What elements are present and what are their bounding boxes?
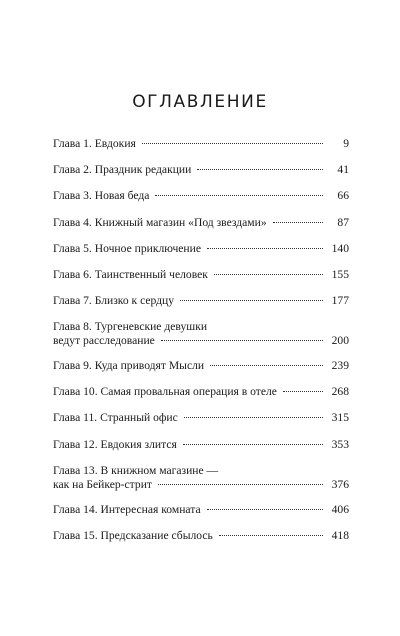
toc-entry-row (53, 503, 349, 517)
toc-entry-page-number: 41 (337, 163, 349, 177)
toc-entry (53, 503, 349, 517)
toc-entry-title: Глава 6. Таинственный человек (53, 267, 208, 281)
toc-entry (53, 385, 349, 399)
toc-entry-page-number: 268 (331, 385, 349, 399)
toc-entry-page-number: 418 (331, 528, 349, 542)
toc-entry-title: Глава 15. Предсказание сбылось (53, 528, 213, 542)
toc-entry-page-number: 376 (331, 477, 349, 491)
toc-entry-page-number: 239 (331, 359, 349, 373)
toc-entry-title: Глава 12. Евдокия злится (53, 437, 177, 451)
toc-entry-title: Глава 1. Евдокия (53, 137, 136, 150)
toc-entry-title: Глава 5. Ночное приключение (53, 241, 201, 255)
dot-leader (207, 248, 323, 249)
toc-entry-title: Глава 14. Интересная комната (53, 502, 201, 516)
dot-leader (184, 417, 323, 418)
toc-entry-page-number: 9 (343, 137, 349, 150)
dot-leader (161, 340, 323, 341)
toc-entry (53, 294, 349, 308)
toc-entry-row (53, 216, 349, 230)
toc-list (53, 137, 349, 555)
toc-entry (53, 268, 349, 282)
dot-leader (283, 391, 323, 392)
toc-entry-page-number: 406 (331, 502, 349, 516)
dot-leader (180, 300, 323, 301)
toc-entry-title: Глава 7. Близко к сердцу (53, 294, 175, 308)
toc-entry (53, 189, 349, 203)
toc-entry (53, 320, 349, 348)
toc-entry-row (53, 359, 349, 373)
toc-entry-title: ведут расследование (53, 334, 155, 348)
toc-entry-row (53, 189, 349, 203)
dot-leader (207, 509, 323, 510)
toc-entry-page-number: 200 (331, 334, 349, 348)
toc-entry (53, 163, 349, 177)
toc-entry-page-number: 66 (337, 189, 349, 203)
toc-entry (53, 137, 349, 151)
toc-entry-row (53, 163, 349, 177)
dot-leader (158, 484, 323, 485)
toc-entry (53, 438, 349, 452)
toc-entry-page-number: 353 (331, 437, 349, 451)
toc-entry-title: Глава 10. Самая провальная операция в отеле (53, 385, 277, 399)
toc-entry (53, 359, 349, 373)
dot-leader (183, 444, 323, 445)
toc-entry (53, 411, 349, 425)
toc-entry-row (53, 385, 349, 399)
toc-entry-page-number: 177 (331, 294, 349, 308)
toc-entry-row (53, 334, 349, 348)
toc-entry-page-number: 140 (331, 241, 349, 255)
toc-entry (53, 529, 349, 543)
dot-leader (273, 222, 323, 223)
toc-heading: ОГЛАВЛЕНИЕ (132, 92, 268, 112)
toc-entry-title: как на Бейкер-стрит (53, 477, 152, 491)
toc-entry (53, 464, 349, 492)
dot-leader (210, 365, 323, 366)
toc-entry-page-number: 315 (331, 411, 349, 425)
dot-leader (155, 195, 323, 196)
toc-entry-row (53, 242, 349, 256)
dot-leader (197, 169, 323, 170)
toc-entry-title-line: Глава 13. В книжном магазине — (53, 463, 219, 477)
toc-entry-title: Глава 4. Книжный магазин «Под звездами» (53, 215, 267, 229)
toc-entry-row (53, 478, 349, 492)
toc-entry-row (53, 294, 349, 308)
toc-entry-page-number: 87 (337, 215, 349, 229)
dot-leader (219, 535, 323, 536)
dot-leader (142, 143, 323, 144)
toc-entry (53, 242, 349, 256)
toc-entry-row (53, 268, 349, 282)
toc-entry-title: Глава 3. Новая беда (53, 189, 150, 203)
toc-entry-row (53, 411, 349, 425)
toc-entry-row (53, 137, 349, 151)
toc-entry (53, 216, 349, 230)
toc-entry-row (53, 529, 349, 543)
toc-entry-title: Глава 9. Куда приводят Мысли (53, 359, 205, 373)
toc-entry-title-line: Глава 8. Тургеневские девушки (53, 320, 208, 334)
toc-entry-page-number: 155 (331, 267, 349, 281)
toc-entry-title: Глава 11. Странный офис (53, 411, 178, 425)
toc-entry-row (53, 438, 349, 452)
toc-entry-title: Глава 2. Праздник редакции (53, 163, 192, 177)
dot-leader (214, 274, 323, 275)
